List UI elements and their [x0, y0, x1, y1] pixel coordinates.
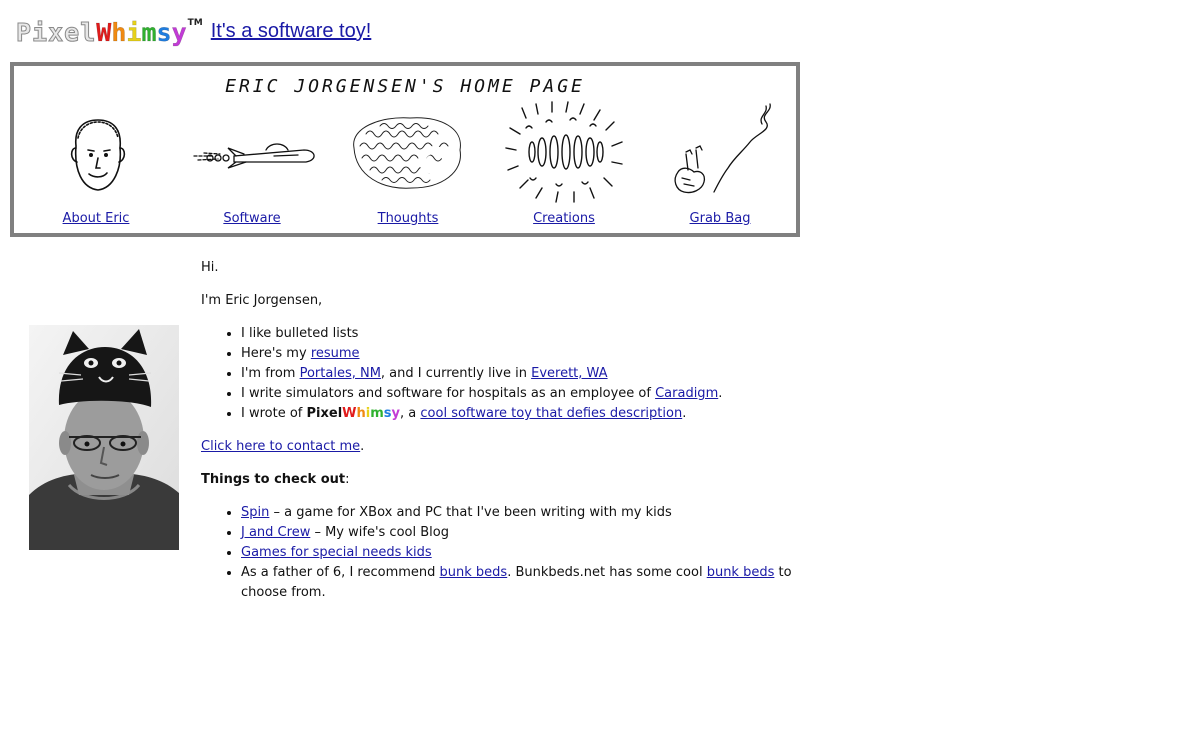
list-item	[241, 384, 801, 404]
nav-item-creations[interactable]	[486, 98, 642, 228]
whimsy-letter: y	[171, 18, 187, 47]
main-content	[201, 258, 801, 616]
list-item-text: I write simulators and software for hospitals as an employee of	[241, 386, 656, 401]
list-item	[241, 563, 801, 603]
logo-trademark: TM	[187, 18, 203, 28]
list-item-text: Here's my	[241, 346, 311, 361]
contact-period: .	[360, 439, 365, 454]
scribble-cloud-icon	[330, 98, 486, 208]
spin-link[interactable]: Spin	[241, 505, 270, 520]
contact-link[interactable]: Click here to contact me	[201, 439, 361, 454]
nav-link-about-eric[interactable]: About Eric	[62, 211, 130, 226]
list-item-text: . Bunkbeds.net has some cool	[507, 565, 707, 580]
software-toy-link[interactable]: cool software toy that defies description	[420, 406, 683, 421]
whimsy-letter: h	[111, 18, 127, 47]
tagline-link[interactable]: It's a software toy!	[210, 20, 372, 42]
greeting-text: Hi.	[201, 260, 219, 275]
resume-link[interactable]: resume	[310, 346, 360, 361]
logo-pixel-text: Pixel	[16, 18, 97, 47]
list-item	[241, 543, 801, 563]
bunk-beds-link-1[interactable]: bunk beds	[439, 565, 508, 580]
list-item-text: – My wife's cool Blog	[310, 525, 449, 540]
face-sketch-icon	[18, 98, 174, 208]
list-item	[241, 503, 801, 523]
list-item-text: I like bulleted lists	[241, 326, 359, 341]
header-banner	[10, 62, 800, 237]
list-item-text: , and I currently live in	[380, 366, 532, 381]
list-item	[241, 523, 801, 543]
list-item	[241, 364, 801, 384]
inline-pixel-text: Pixel	[306, 406, 343, 421]
pixelwhimsy-inline-name	[307, 406, 401, 421]
whimsy-letter: s	[156, 18, 172, 47]
pixelwhimsy-logo[interactable]	[16, 16, 203, 52]
contact-paragraph	[201, 437, 801, 457]
logo-whimsy-text	[96, 16, 186, 50]
caradigm-link[interactable]: Caradigm	[655, 386, 719, 401]
nav-item-grab-bag[interactable]	[642, 98, 798, 228]
nav-item-thoughts[interactable]	[330, 98, 486, 228]
nav-item-about-eric[interactable]	[18, 98, 174, 228]
special-needs-games-link[interactable]: Games for special needs kids	[241, 545, 432, 560]
list-item-text: I'm from	[241, 366, 300, 381]
portales-link[interactable]: Portales, NM	[299, 366, 381, 381]
things-heading	[201, 470, 801, 490]
about-list	[201, 324, 801, 424]
everett-link[interactable]: Everett, WA	[531, 366, 608, 381]
whimsy-letter: y	[391, 406, 401, 421]
list-item	[241, 324, 801, 344]
list-item-text: .	[718, 386, 723, 401]
fuzzy-creature-icon	[486, 98, 642, 208]
whimsy-letter: m	[141, 18, 157, 47]
nav-item-software[interactable]	[174, 98, 330, 228]
list-item-text: .	[682, 406, 687, 421]
whimsy-letter: m	[370, 406, 384, 421]
bunk-beds-link-2[interactable]: bunk beds	[706, 565, 775, 580]
spaceship-sketch-icon	[174, 98, 330, 208]
nav-link-thoughts[interactable]: Thoughts	[377, 211, 439, 226]
whimsy-letter: W	[96, 18, 112, 47]
intro-text: I'm Eric Jorgensen,	[201, 293, 323, 308]
page-title: ERIC JORGENSEN'S HOME PAGE	[225, 76, 585, 97]
hand-sketch-icon	[642, 98, 798, 208]
j-and-crew-link[interactable]: J and Crew	[241, 525, 311, 540]
whimsy-letter: h	[356, 406, 366, 421]
whimsy-letter: W	[342, 406, 357, 421]
list-item-text: to choose from.	[241, 565, 792, 600]
whimsy-letter: s	[383, 406, 392, 421]
things-list	[201, 503, 801, 603]
whimsy-letter: i	[126, 18, 142, 47]
list-item	[241, 344, 801, 364]
nav-link-software[interactable]: Software	[223, 211, 281, 226]
nav-link-creations[interactable]: Creations	[533, 211, 595, 226]
list-item-text: – a game for XBox and PC that I've been writing with my kids	[269, 505, 672, 520]
list-item	[241, 404, 801, 424]
list-item-text: , a	[400, 406, 421, 421]
things-colon: :	[345, 472, 350, 487]
inline-whimsy-text	[342, 406, 400, 421]
portrait-image	[29, 325, 179, 550]
top-banner	[16, 16, 371, 52]
list-item-text: I wrote of	[241, 406, 307, 421]
nav-link-grab-bag[interactable]: Grab Bag	[689, 211, 751, 226]
profile-photo	[29, 325, 179, 550]
list-item-text: As a father of 6, I recommend	[241, 565, 440, 580]
things-heading-text: Things to check out	[201, 472, 346, 487]
whimsy-letter: i	[365, 406, 371, 421]
